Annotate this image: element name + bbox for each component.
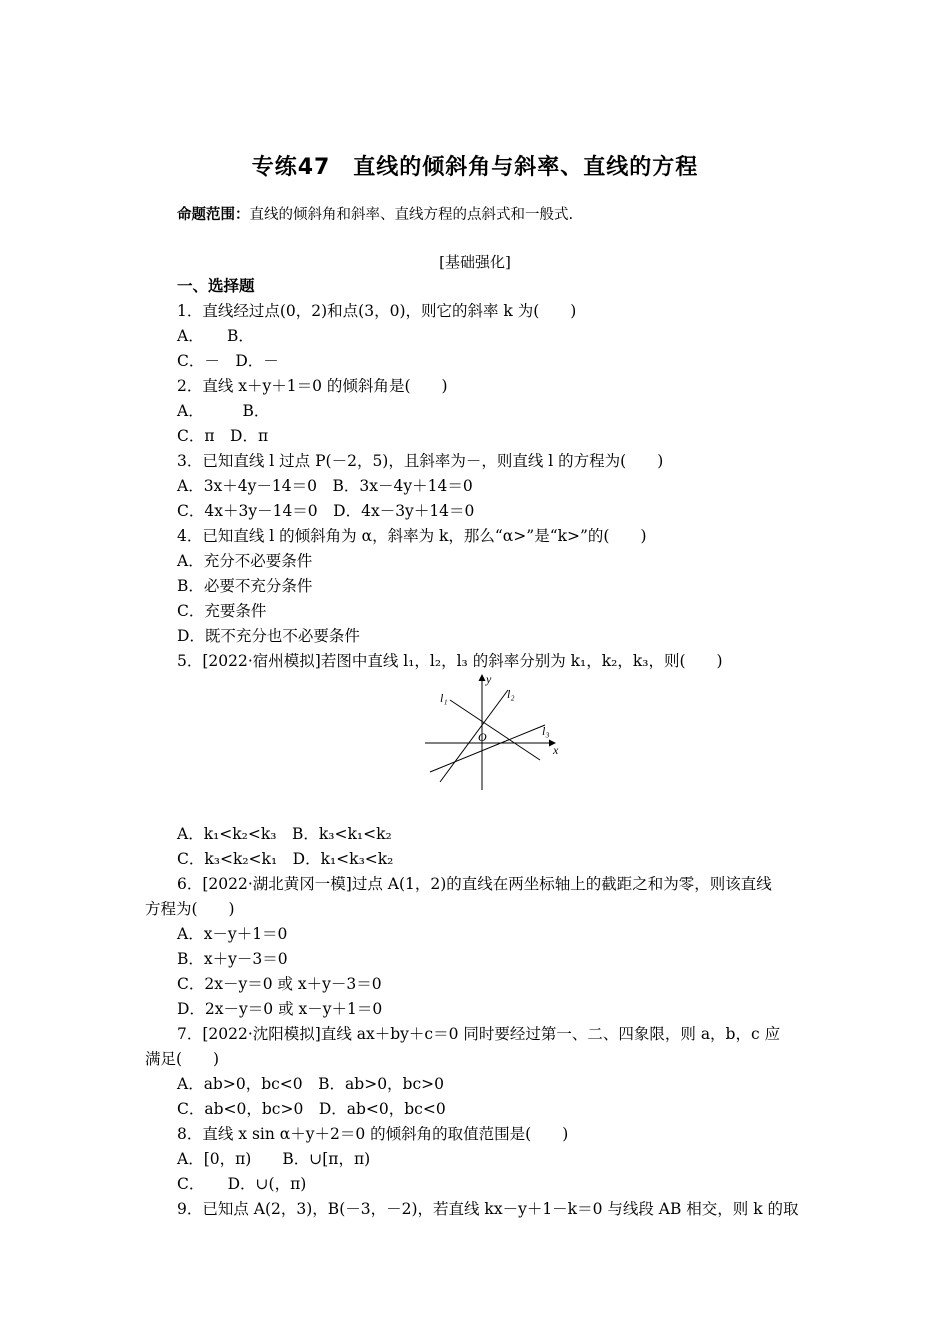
option-line: A．充分不必要条件 (177, 552, 313, 570)
option-line: D．既不充分也不必要条件 (177, 627, 360, 645)
option-line: B．必要不充分条件 (177, 577, 313, 595)
option-line: C．k₃<k₂<k₁ D．k₁<k₃<k₂ (177, 850, 394, 868)
question-line: 6．[2022·湖北黄冈一模]过点 A(1，2)的直线在两坐标轴上的截距之和为零，则该直线 (177, 875, 772, 893)
question-line: 5．[2022·宿州模拟]若图中直线 l₁，l₂，l₃ 的斜率分别为 k₁，k₂，k₃，则( ) (177, 652, 723, 670)
x-axis-label: x (553, 743, 559, 757)
origin-label: O (478, 730, 487, 744)
option-line: C．充要条件 (177, 602, 267, 620)
line-slopes-figure (420, 670, 560, 795)
option-line: C．π D．π (177, 427, 269, 445)
question-line: 4．已知直线 l 的倾斜角为 α，斜率为 k，那么“α>”是“k>”的( ) (177, 527, 647, 545)
option-line: A．[0，π) B．∪[π，π) (177, 1150, 371, 1168)
section-tag: [基础强化] (439, 253, 511, 271)
l1-label: l₁ (440, 691, 448, 705)
option-line: C． D．∪(，π) (177, 1175, 307, 1193)
line-l2 (440, 690, 508, 782)
page-title: 专练47 直线的倾斜角与斜率、直线的方程 (251, 155, 699, 180)
l3-label: l₃ (542, 724, 550, 738)
scope-line (177, 203, 573, 224)
line-l3 (430, 725, 545, 772)
scope-text: 直线的倾斜角和斜率、直线方程的点斜式和一般式. (249, 207, 574, 223)
option-line: D．2x－y＝0 或 x－y＋1＝0 (177, 1000, 383, 1018)
option-line: C．4x＋3y－14＝0 D．4x－3y＋14＝0 (177, 502, 475, 520)
option-line: B．x＋y－3＝0 (177, 950, 288, 968)
y-axis-label: y (486, 672, 492, 686)
question-line: 2．直线 x＋y＋1＝0 的倾斜角是( ) (177, 377, 448, 395)
option-line: A．x－y＋1＝0 (177, 925, 288, 943)
question-line-continued: 满足( ) (145, 1050, 220, 1068)
option-line: A． B． (177, 402, 270, 420)
option-line: A．ab>0，bc<0 B．ab>0，bc>0 (177, 1075, 445, 1093)
scope-label: 命题范围： (177, 207, 250, 223)
option-line: A．k₁<k₂<k₃ B．k₃<k₁<k₂ (177, 825, 392, 843)
question-line: 8．直线 x sin α＋y＋2＝0 的倾斜角的取值范围是( ) (177, 1125, 569, 1143)
option-line: C．2x－y＝0 或 x＋y－3＝0 (177, 975, 382, 993)
option-line: A． B． (177, 327, 254, 345)
l2-label: l₂ (507, 687, 515, 701)
question-line: 1．直线经过点(0，2)和点(3，0)，则它的斜率 k 为( ) (177, 302, 577, 320)
option-line: C．ab<0，bc>0 D．ab<0，bc<0 (177, 1100, 446, 1118)
question-line: 3．已知直线 l 过点 P(－2，5)，且斜率为－，则直线 l 的方程为( ) (177, 452, 664, 470)
option-line: C．－ D．－ (177, 352, 279, 370)
part-heading: 一、选择题 (177, 277, 255, 295)
question-line: 9．已知点 A(2，3)，B(－3，－2)，若直线 kx－y＋1－k＝0 与线段 AB 相交，则 k 的取 (177, 1200, 799, 1218)
question-line: 7．[2022·沈阳模拟]直线 ax＋by＋c＝0 同时要经过第一、二、四象限，则 a，b，c 应 (177, 1025, 781, 1043)
option-line: A．3x＋4y－14＝0 B．3x－4y＋14＝0 (177, 477, 473, 495)
question-line-continued: 方程为( ) (145, 900, 235, 918)
